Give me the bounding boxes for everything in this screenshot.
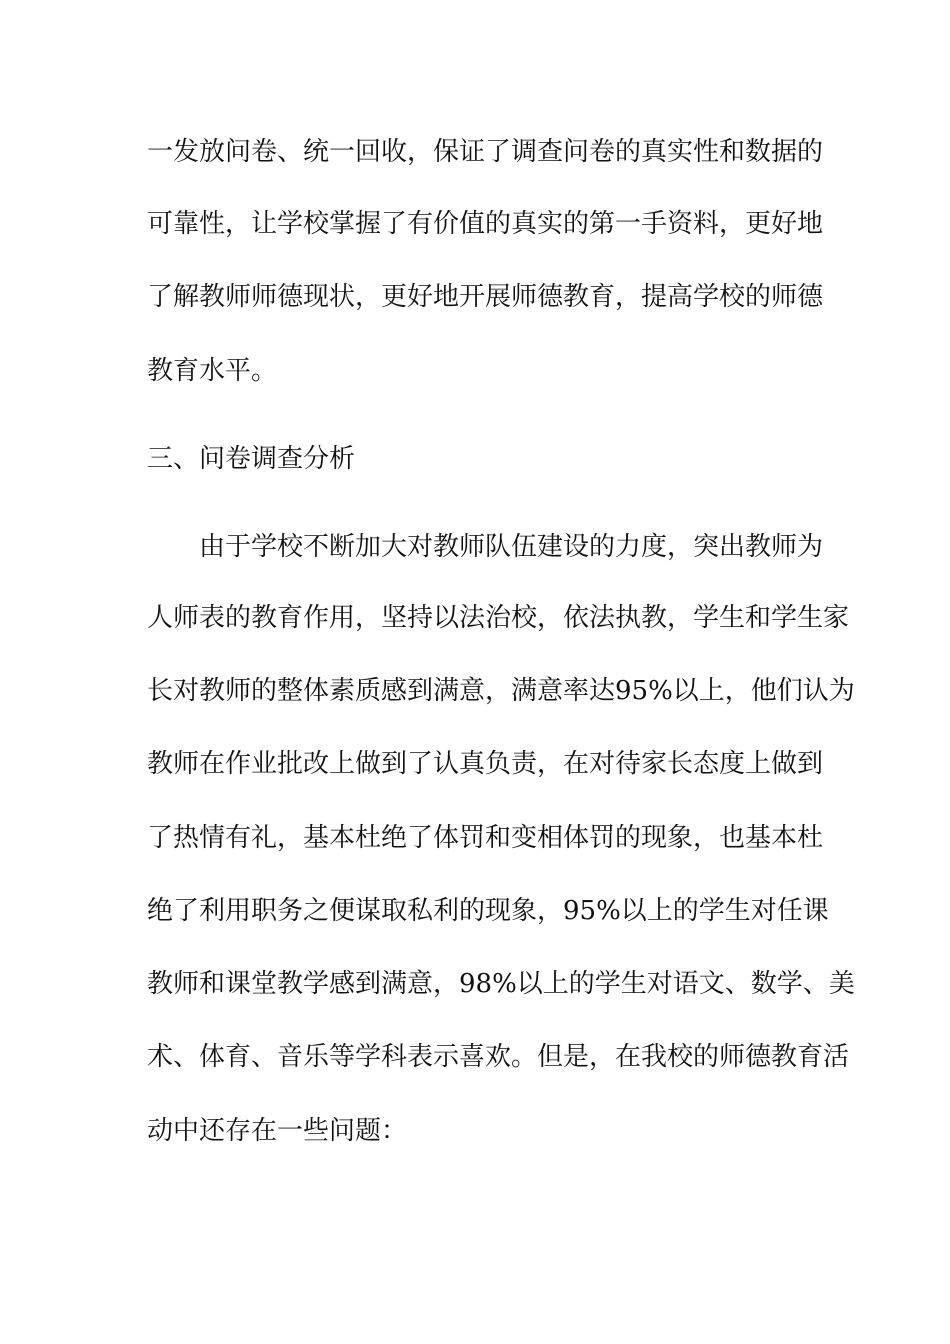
paragraph-2-line-1: 由于学校不断加大对教师队伍建设的力度，突出教师为 xyxy=(199,532,824,562)
paragraph-2-line-2: 人师表的教育作用，坚持以法治校，依法执教，学生和学生家 xyxy=(147,603,850,633)
paragraph-1-line-4: 教育水平。 xyxy=(147,356,278,386)
paragraph-2-line-6: 绝了利用职务之便谋取私利的现象，95%以上的学生对任课 xyxy=(147,896,829,926)
paragraph-1-line-3: 了解教师师德现状，更好地开展师德教育，提高学校的师德 xyxy=(147,282,824,312)
paragraph-2-line-5: 了热情有礼，基本杜绝了体罚和变相体罚的现象，也基本杜 xyxy=(147,823,824,853)
paragraph-1-line-2: 可靠性，让学校掌握了有价值的真实的第一手资料，更好地 xyxy=(147,209,824,239)
section-heading: 三、问卷调查分析 xyxy=(147,444,356,474)
paragraph-2-line-7: 教师和课堂教学感到满意，98%以上的学生对语文、数学、美 xyxy=(147,969,855,999)
paragraph-2-line-9: 动中还存在一些问题： xyxy=(147,1116,408,1146)
paragraph-2-line-3: 长对教师的整体素质感到满意，满意率达95%以上，他们认为 xyxy=(147,676,855,706)
paragraph-2-line-8: 术、体育、音乐等学科表示喜欢。但是，在我校的师德教育活 xyxy=(147,1042,850,1072)
paragraph-2-line-4: 教师在作业批改上做到了认真负责，在对待家长态度上做到 xyxy=(147,749,824,779)
paragraph-1-line-1: 一发放问卷、统一回收，保证了调查问卷的真实性和数据的 xyxy=(147,137,824,167)
